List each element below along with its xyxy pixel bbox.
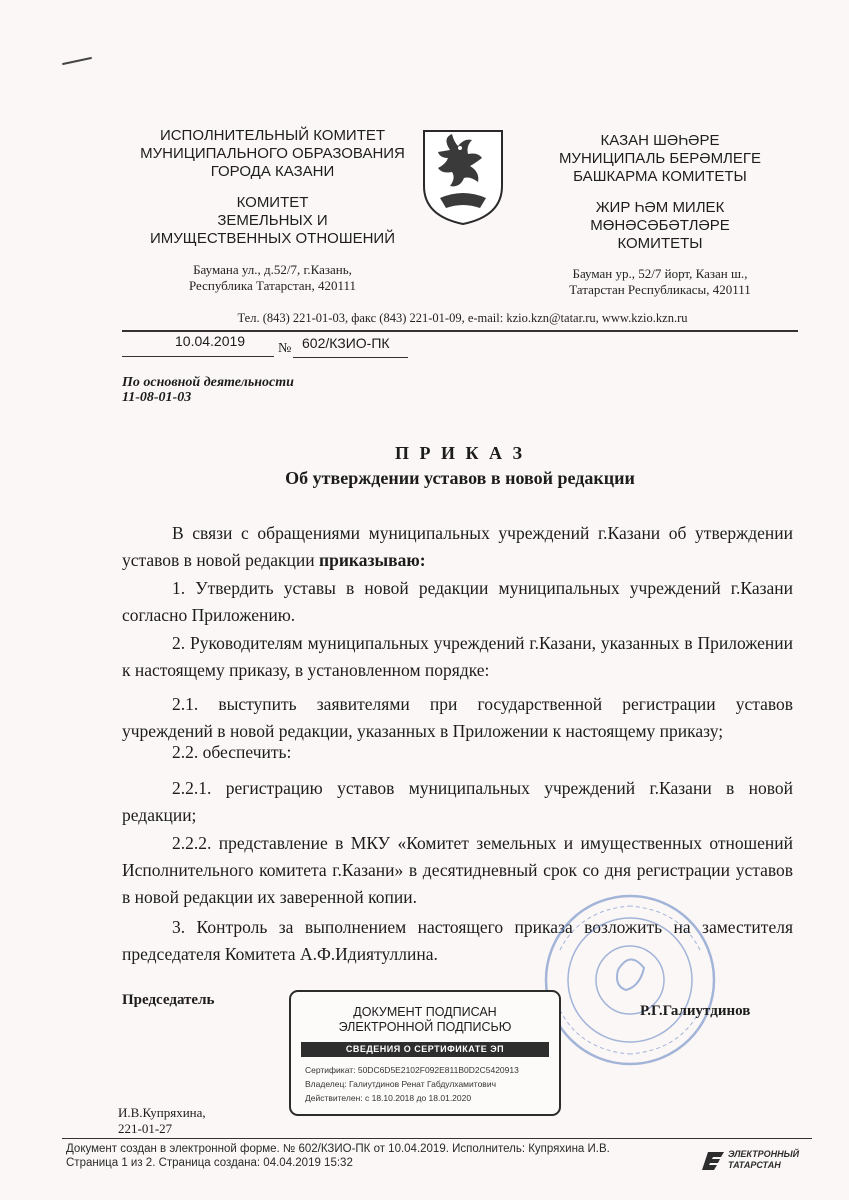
esign-validity: Действителен: с 18.10.2018 до 18.01.2020 <box>305 1093 472 1103</box>
signer-name: Р.Г.Галиутдинов <box>640 1003 751 1019</box>
official-stamp-icon <box>540 890 720 1070</box>
activity-label: По основной деятельности <box>122 375 294 390</box>
esign-title-1: ДОКУМЕНТ ПОДПИСАН <box>353 1005 497 1019</box>
right-org-block <box>530 132 790 186</box>
paragraph-2-2: 2.2. обеспечить: <box>172 742 292 762</box>
footer-divider <box>62 1138 812 1139</box>
esign-owner: Владелец: Галиутдинов Ренат Габдулхамитович <box>305 1079 496 1089</box>
intro-bold-text: приказываю: <box>319 550 426 570</box>
left-org-line: ИСПОЛНИТЕЛЬНЫЙ КОМИТЕТ <box>159 127 386 144</box>
left-committee-line: ЗЕМЕЛЬНЫХ И <box>217 212 328 229</box>
esign-bar: СВЕДЕНИЯ О СЕРТИФИКАТЕ ЭП <box>301 1042 549 1057</box>
right-address-line: Татарстан Республикасы, 420111 <box>569 282 751 297</box>
electronic-tatarstan-logo <box>702 1146 814 1174</box>
scan-mark <box>62 57 92 65</box>
paragraph-1: 1. Утвердить уставы в новой редакции муниципальных учреждений г.Казани согласно Приложению. <box>122 578 793 625</box>
left-address-line: Республика Татарстан, 420111 <box>188 278 357 293</box>
right-org-line: КАЗАН ШӘҺӘРЕ <box>600 132 720 149</box>
document-date: 10.04.2019 <box>175 333 246 349</box>
date-underline <box>122 356 274 357</box>
document-subheading: Об утверждении уставов в новой редакции <box>285 468 635 488</box>
right-org-line: БАШКАРМА КОМИТЕТЫ <box>573 168 747 185</box>
esign-box <box>289 990 561 1116</box>
contacts-line: Тел. (843) 221-01-03, факс (843) 221-01-09, e-mail: kzio.kzn@tatar.ru, www.kzio.kzn.ru <box>237 311 688 325</box>
signer-role: Председатель <box>122 992 215 1008</box>
paragraph-2-2-2: 2.2.2. представление в МКУ «Комитет земельных и имущественных отношений Исполнительного комитета г.Казани» в десятидневный срок со дня регистрации уставов в новой редакции их заверенной копии. <box>122 833 793 907</box>
left-committee-line: ИМУЩЕСТВЕННЫХ ОТНОШЕНИЙ <box>150 230 395 247</box>
right-committee-line: КОМИТЕТЫ <box>617 235 703 252</box>
right-committee-line: ЖИР ҺӘМ МИЛЕК <box>595 199 725 216</box>
right-address-line: Бауман ур., 52/7 йорт, Казан ш., <box>572 266 748 281</box>
right-committee-block <box>530 199 790 253</box>
esign-title-2: ЭЛЕКТРОННОЙ ПОДПИСЬЮ <box>338 1020 512 1034</box>
e-tatarstan-icon <box>702 1148 726 1172</box>
left-address-line: Баумана ул., д.52/7, г.Казань, <box>193 262 352 277</box>
coat-of-arms-icon <box>420 128 506 226</box>
number-sign: № <box>278 341 292 356</box>
logo-line-1: ЭЛЕКТРОННЫЙ <box>728 1149 800 1159</box>
left-org-line: ГОРОДА КАЗАНИ <box>210 163 335 180</box>
executor-name: И.В.Купряхина, <box>118 1105 206 1120</box>
left-org-block <box>130 127 415 181</box>
right-committee-line: МӨНӘСӘБӘТЛӘРЕ <box>590 217 730 234</box>
document-heading: П Р И К А З <box>394 443 526 463</box>
paragraph-3: 3. Контроль за выполнением настоящего приказа возложить на заместителя председателя Комитета А.Ф.Идиятуллина. <box>122 917 793 964</box>
document-number: 602/КЗИО-ПК <box>302 335 390 351</box>
left-address <box>130 262 415 294</box>
intro-paragraph <box>122 520 793 574</box>
left-org-line: МУНИЦИПАЛЬНОГО ОБРАЗОВАНИЯ <box>140 145 405 162</box>
paragraph-2: 2. Руководителям муниципальных учреждений г.Казани, указанных в Приложении к настоящему приказу, в установленном порядке: <box>122 633 793 680</box>
number-underline <box>293 357 408 358</box>
intro-text: В связи с обращениями муниципальных учреждений г.Казани об утверждении уставов в новой редакции <box>122 523 793 570</box>
paragraph-2-2-1: 2.2.1. регистрацию уставов муниципальных учреждений г.Казани в новой редакции; <box>122 778 793 825</box>
left-committee-line: КОМИТЕТ <box>236 194 309 211</box>
right-address <box>530 266 790 298</box>
right-org-line: МУНИЦИПАЛЬ БЕРӘМЛЕГЕ <box>558 150 762 167</box>
left-committee-block <box>130 194 415 248</box>
header-divider <box>122 330 798 332</box>
footer-line-1: Документ создан в электронной форме. № 602/КЗИО-ПК от 10.04.2019. Исполнитель: Купряхина И.В. <box>66 1143 610 1155</box>
executor-phone: 221-01-27 <box>118 1121 173 1136</box>
esign-certificate: Сертификат: 50DC6D5E2102F092E811B0D2C5420913 <box>305 1065 519 1075</box>
paragraph-2-1: 2.1. выступить заявителями при государственной регистрации уставов учреждений в новой редакции, указанных в Приложении к настоящему приказу; <box>122 694 793 741</box>
logo-line-2: ТАТАРСТАН <box>728 1160 781 1170</box>
activity-code: 11-08-01-03 <box>122 390 192 405</box>
footer-line-2: Страница 1 из 2. Страница создана: 04.04.2019 15:32 <box>66 1157 353 1169</box>
